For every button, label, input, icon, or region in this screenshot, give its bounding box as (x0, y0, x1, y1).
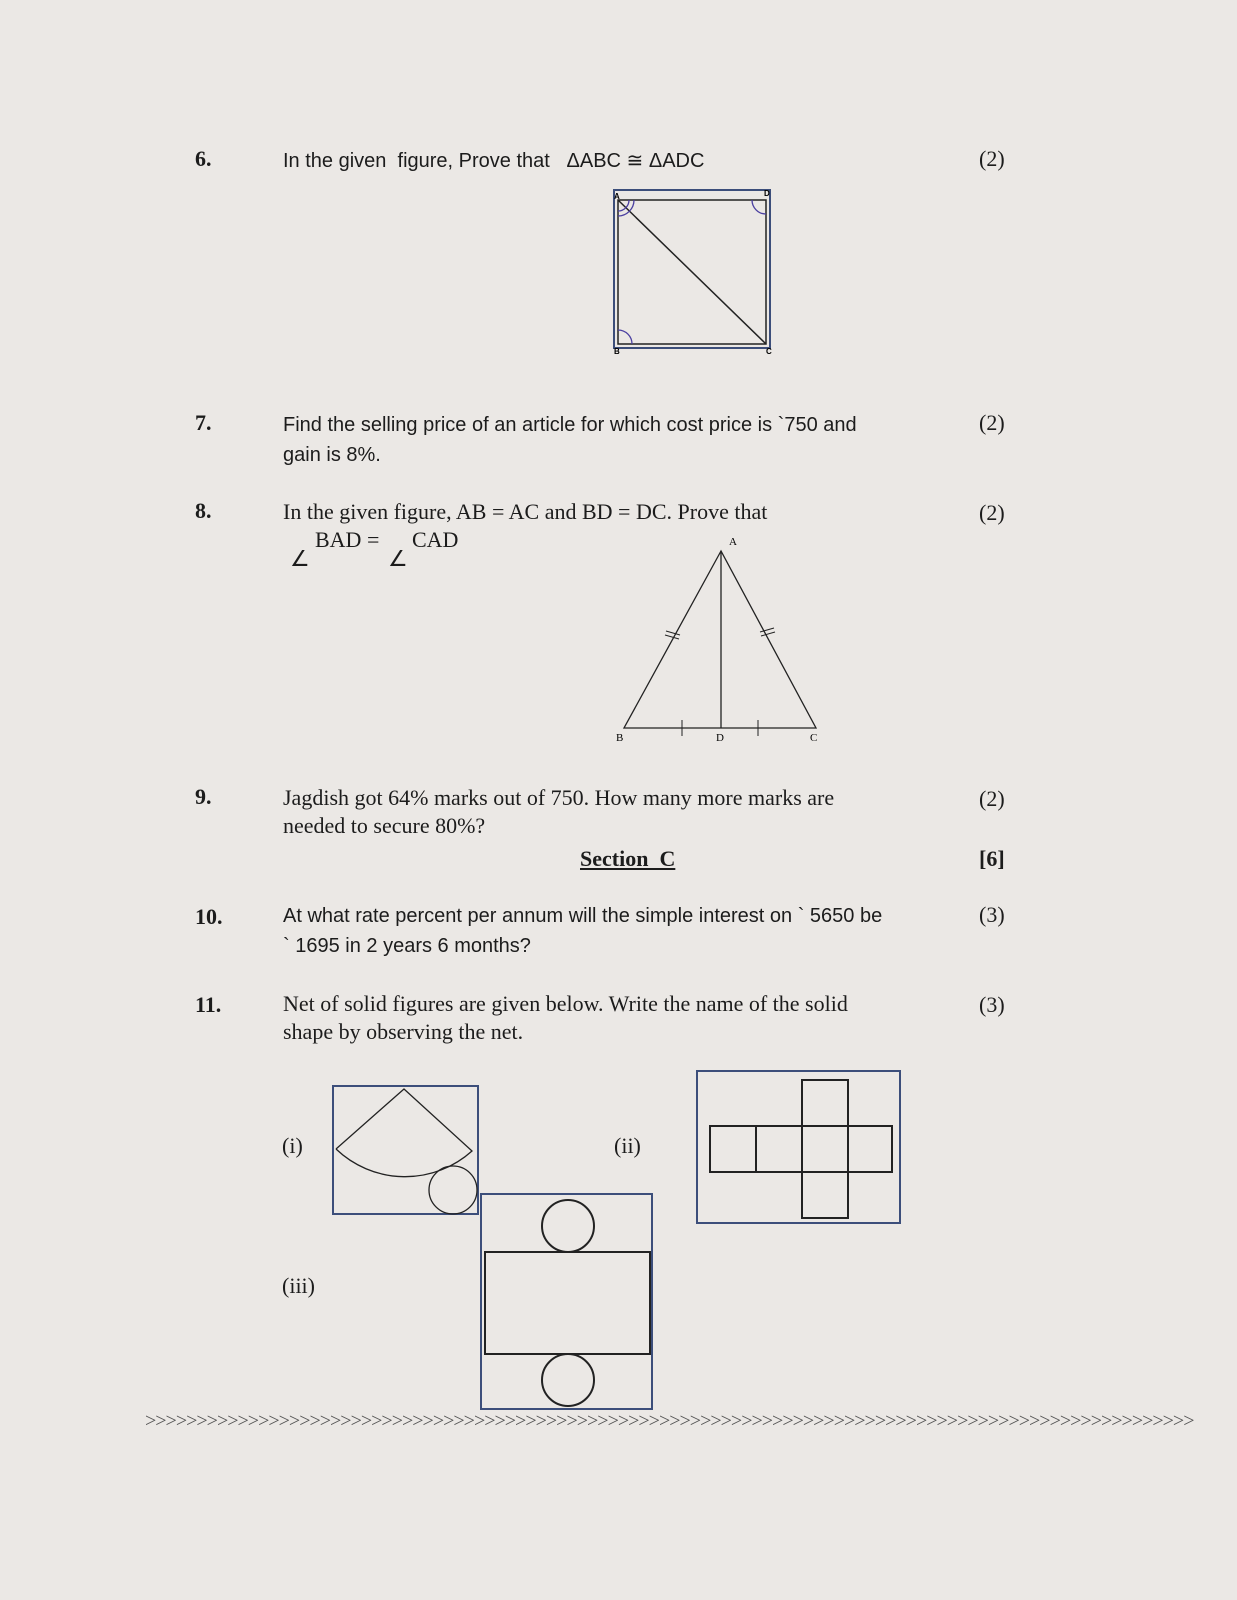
q6-angle-mark-b (618, 330, 632, 344)
q8-angle-symbol-1: ∠ (290, 546, 310, 571)
q8-number: 8. (195, 498, 212, 523)
q7-marks: (2) (979, 410, 1005, 435)
q11-number: 11. (195, 992, 222, 1017)
q8-triangle-figure (610, 535, 830, 745)
q8-line1: In the given figure, AB = AC and BD = DC. Prove that (283, 499, 768, 524)
q7-line1: Find the selling price of an article for which cost price is `750 and (283, 414, 857, 436)
q9-number: 9. (195, 784, 212, 809)
q6-marks: (2) (979, 146, 1005, 171)
q11-line1: Net of solid figures are given below. Write the name of the solid (283, 991, 848, 1016)
footer-arrow-divider: >>>>>>>>>>>>>>>>>>>>>>>>>>>>>>>>>>>>>>>>>>>>>>>>>>>>>>>>>>>>>>>>>>>>>>>>>>>>>>>>>>>>>>>>>>>>>>>>>>>>>> (145, 1410, 1194, 1432)
q8-angle-symbol-2: ∠ (388, 546, 408, 571)
q10-number: 10. (195, 904, 223, 929)
q6-label-c: C (766, 347, 772, 356)
q6-label-a: A (614, 192, 620, 201)
q11-net-cube-frame (697, 1071, 900, 1223)
q7-line2: gain is 8%. (283, 444, 381, 466)
q11-net-cone (332, 1085, 480, 1215)
q8-line2b: CAD (412, 527, 459, 552)
q11-label-ii: (ii) (614, 1133, 641, 1158)
q6-text: In the given figure, Prove that ΔABC ≅ ΔADC (283, 150, 705, 172)
q11-net-cylinder-bottom (542, 1354, 594, 1406)
q7-number: 7. (195, 410, 212, 435)
q8-marks: (2) (979, 500, 1005, 525)
q11-net-cylinder-frame (481, 1194, 652, 1409)
q8-label-a: A (729, 536, 737, 548)
q11-line2: shape by observing the net. (283, 1019, 524, 1044)
q9-line2: needed to secure 80%? (283, 813, 486, 838)
section-c-marks: [6] (979, 846, 1005, 871)
q6-figure (612, 188, 774, 356)
q11-net-cylinder-top (542, 1200, 594, 1252)
q9-marks: (2) (979, 786, 1005, 811)
q10-line1: At what rate percent per annum will the simple interest on ` 5650 be (283, 905, 883, 927)
q11-marks: (3) (979, 992, 1005, 1017)
q6-diagonal (618, 200, 766, 344)
q8-line2a: BAD = (315, 527, 380, 552)
q11-net-cube (696, 1070, 902, 1225)
section-c-title: Section C (580, 846, 676, 871)
q9-line1: Jagdish got 64% marks out of 750. How many more marks are (283, 785, 835, 810)
q11-label-iii: (iii) (282, 1273, 315, 1298)
q11-net-cone-frame (333, 1086, 478, 1214)
q10-line2: ` 1695 in 2 years 6 months? (283, 935, 531, 957)
q6-label-b: B (614, 347, 620, 356)
q6-number: 6. (195, 146, 212, 171)
q11-net-cone-base (429, 1166, 477, 1214)
q11-net-cone-sector (336, 1089, 472, 1177)
q8-label-c: C (810, 732, 818, 744)
q6-label-d: D (764, 189, 770, 198)
q11-label-i: (i) (282, 1133, 303, 1158)
q11-net-cube-column (802, 1080, 848, 1218)
q8-label-b: B (616, 732, 624, 744)
q8-tick-ab-1 (665, 635, 679, 639)
q11-net-cylinder (480, 1193, 654, 1411)
q11-net-cylinder-side (485, 1252, 650, 1354)
q8-tick-ac-1 (761, 632, 775, 636)
q8-triangle (624, 551, 816, 728)
q10-marks: (3) (979, 902, 1005, 927)
q8-tick-ab-2 (666, 631, 680, 635)
q8-label-d: D (716, 732, 724, 744)
q6-angle-mark-d (752, 200, 766, 214)
